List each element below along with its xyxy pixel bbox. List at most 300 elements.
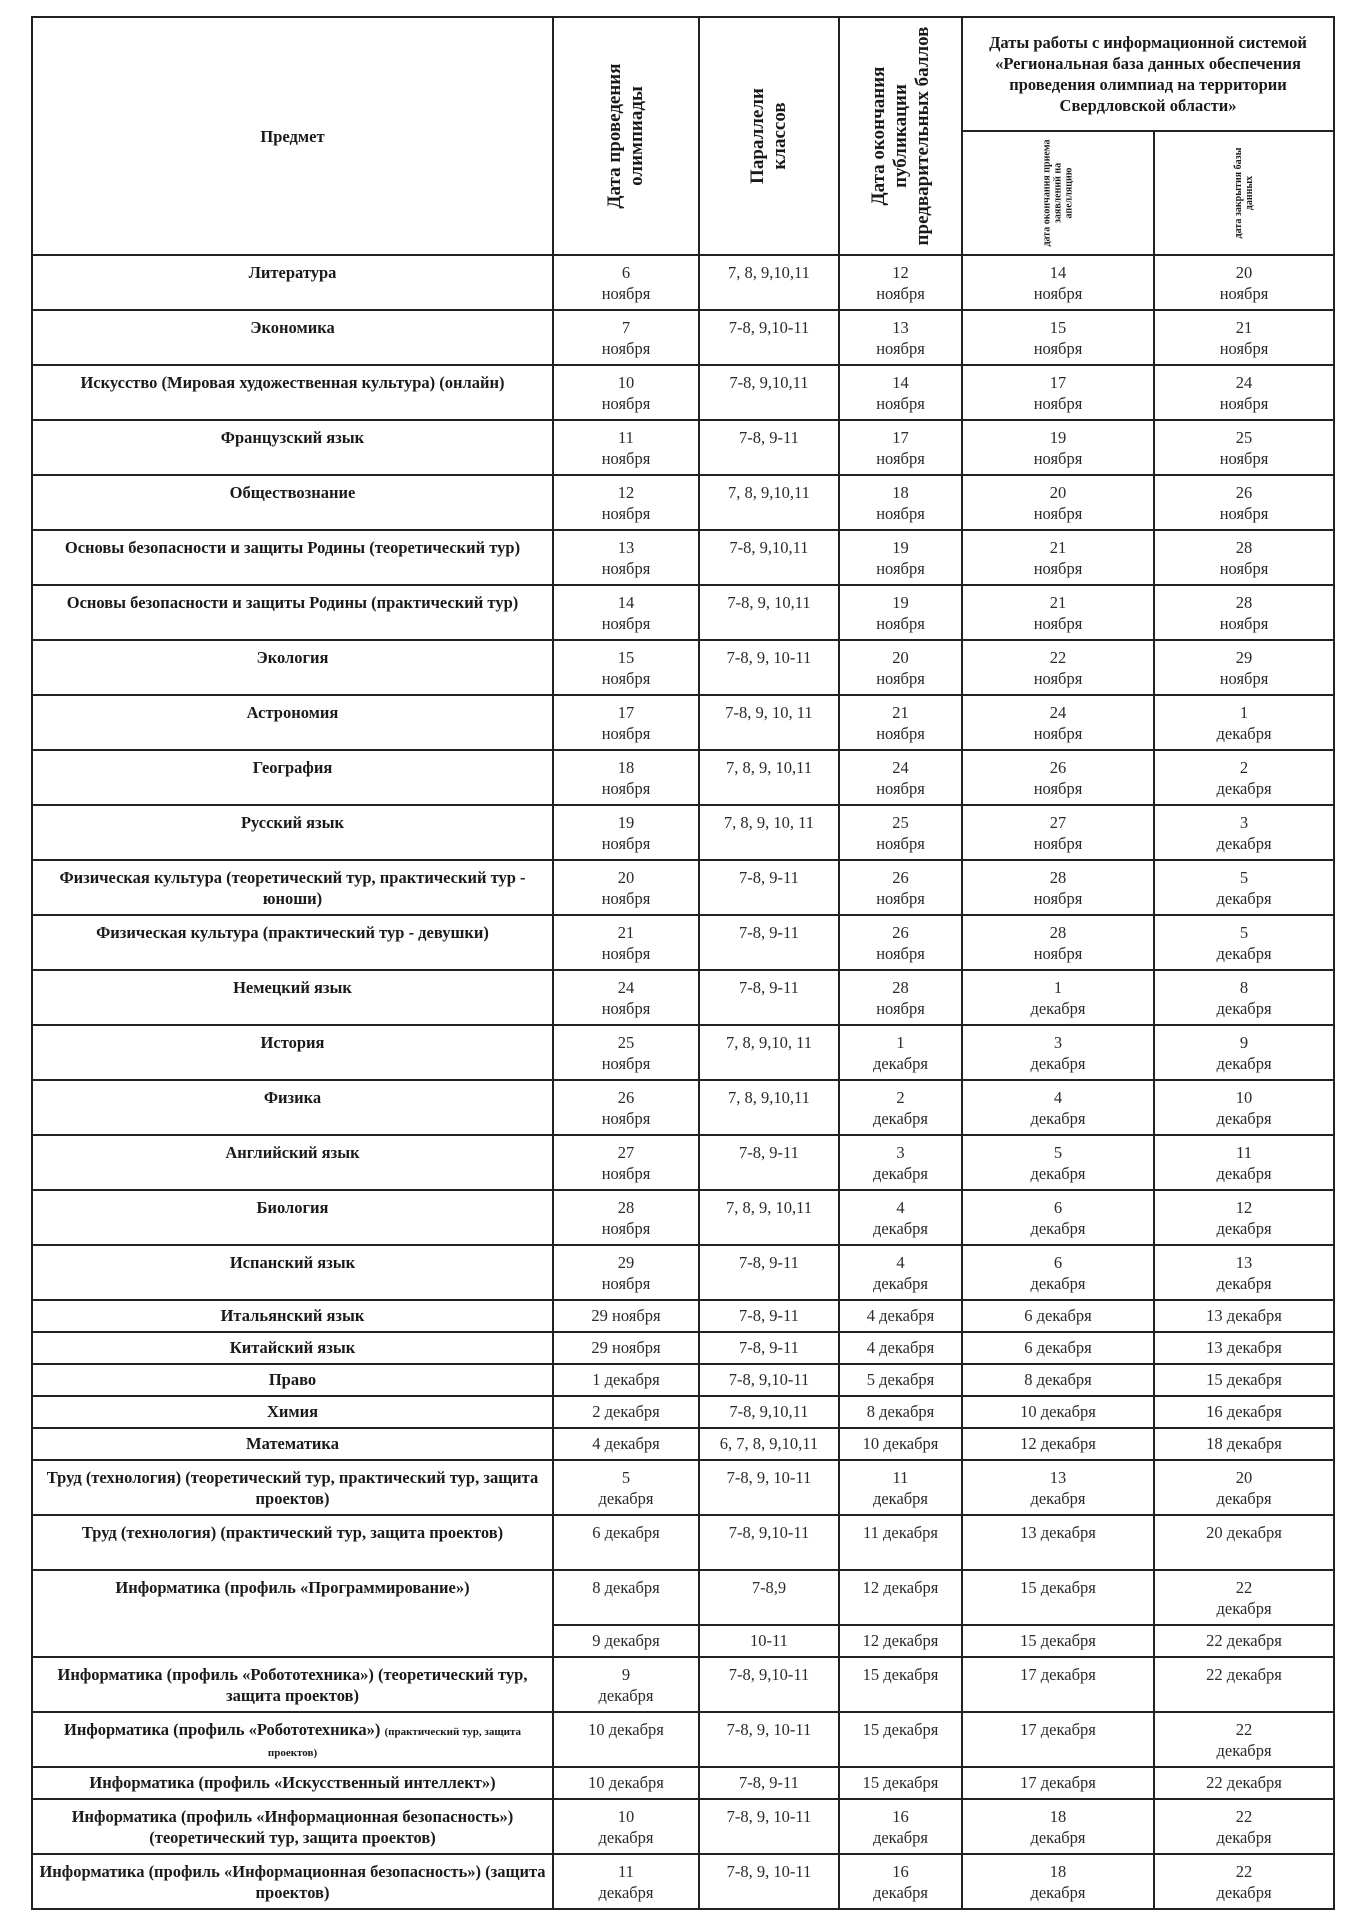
date-month: декабря — [598, 1883, 654, 1902]
appeal-deadline-cell — [962, 1364, 1154, 1396]
subject-cell — [32, 1332, 553, 1364]
subject-note: (практический тур, защита проектов) — [267, 1726, 521, 1759]
appeal-deadline-cell — [962, 860, 1154, 915]
subject-name: Биология — [256, 1198, 329, 1217]
date-value: 18 декабря — [1206, 1434, 1282, 1453]
date-value: 10 декабря — [862, 1434, 939, 1453]
subject-cell — [32, 310, 553, 365]
date-value: 20 декабря — [1206, 1523, 1282, 1542]
classes-value: 7-8, 9-11 — [739, 1773, 799, 1792]
prelim-scores-end-cell — [839, 1428, 962, 1460]
date-month: ноября — [1219, 394, 1269, 413]
classes-value: 6, 7, 8, 9,10,11 — [719, 1434, 819, 1453]
date-month: ноября — [601, 944, 651, 963]
date-value: 28 — [1049, 923, 1067, 942]
date-value: 8 декабря — [866, 1402, 935, 1421]
db-close-cell — [1154, 1625, 1334, 1657]
olympiad-date-cell — [553, 750, 699, 805]
date-month: ноября — [601, 669, 651, 688]
date-value: 2 декабря — [592, 1402, 660, 1421]
date-value: 21 — [892, 703, 909, 722]
date-month: ноября — [1219, 449, 1269, 468]
subject-cell — [32, 1428, 553, 1460]
date-value: 13 декабря — [1206, 1338, 1282, 1357]
classes-value: 7-8, 9, 10, 11 — [725, 703, 813, 722]
db-close-cell — [1154, 1799, 1334, 1854]
date-month: декабря — [872, 1489, 929, 1508]
olympiad-date-cell — [553, 1300, 699, 1332]
classes-value: 7, 8, 9,10,11 — [728, 1088, 810, 1107]
db-close-cell — [1154, 1190, 1334, 1245]
appeal-deadline-cell — [962, 1799, 1154, 1854]
date-month: ноября — [601, 559, 651, 578]
subject-name: Информатика (профиль «Робототехника») (теоретический тур, защита проектов) — [57, 1665, 528, 1705]
db-close-cell — [1154, 1025, 1334, 1080]
olympiad-date-cell — [553, 475, 699, 530]
date-month: ноября — [601, 339, 651, 358]
table-row — [32, 1135, 1334, 1190]
subject-name: Труд (технология) (практический тур, защита проектов) — [81, 1523, 504, 1542]
table-row — [32, 420, 1334, 475]
db-close-cell — [1154, 915, 1334, 970]
date-month: декабря — [872, 1109, 929, 1128]
db-close-cell — [1154, 1396, 1334, 1428]
classes-value: 7, 8, 9, 10, 11 — [723, 813, 815, 832]
date-value: 13 — [617, 538, 635, 557]
olympiad-date-cell — [553, 530, 699, 585]
date-month: декабря — [1030, 1274, 1086, 1293]
olympiad-date-cell — [553, 1428, 699, 1460]
date-month: декабря — [1216, 1828, 1272, 1847]
table-row — [32, 1460, 1334, 1515]
date-month: декабря — [1216, 1883, 1272, 1902]
olympiad-date-cell — [553, 805, 699, 860]
date-value: 22 — [1049, 648, 1067, 667]
date-month: ноября — [601, 449, 651, 468]
subject-name: Информатика (профиль «Робототехника») — [63, 1720, 381, 1739]
prelim-scores-end-cell — [839, 1300, 962, 1332]
table-row — [32, 1245, 1334, 1300]
classes-value: 7-8, 9, 10-11 — [726, 1862, 812, 1881]
subject-name: Литература — [248, 263, 337, 282]
date-month: ноября — [1033, 614, 1083, 633]
date-month: декабря — [1030, 1164, 1086, 1183]
db-close-cell — [1154, 970, 1334, 1025]
date-value: 19 — [892, 538, 909, 557]
date-month: ноября — [1219, 614, 1269, 633]
subject-name: Обществознание — [229, 483, 356, 502]
date-value: 26 — [892, 923, 909, 942]
table-row — [32, 640, 1334, 695]
db-close-cell — [1154, 1570, 1334, 1625]
date-value: 17 декабря — [1020, 1720, 1096, 1739]
date-value: 15 декабря — [1020, 1578, 1096, 1597]
date-value: 10 декабря — [588, 1773, 664, 1792]
table-row — [32, 475, 1334, 530]
date-value: 25 — [617, 1033, 635, 1052]
prelim-scores-end-cell — [839, 365, 962, 420]
olympiad-date-cell — [553, 420, 699, 475]
class-parallels-cell — [699, 1799, 839, 1854]
subject-cell — [32, 1396, 553, 1428]
olympiad-date-cell — [553, 1364, 699, 1396]
appeal-deadline-cell — [962, 915, 1154, 970]
prelim-scores-end-cell — [839, 1332, 962, 1364]
olympiad-date-cell — [553, 1854, 699, 1909]
subject-name: Химия — [266, 1402, 319, 1421]
appeal-deadline-cell — [962, 640, 1154, 695]
date-month: ноября — [601, 889, 651, 908]
prelim-scores-end-cell — [839, 1190, 962, 1245]
prelim-scores-end-cell — [839, 1712, 962, 1767]
table-row — [32, 1396, 1334, 1428]
date-month: ноября — [876, 394, 925, 413]
subject-cell — [32, 1657, 553, 1712]
date-value: 11 — [892, 1468, 909, 1487]
date-month: ноября — [601, 834, 651, 853]
header-system-group: Даты работы с информационной системой «Региональная база данных обеспечения проведения олимпиад на территории Свердловской области» — [962, 17, 1334, 131]
olympiad-date-cell — [553, 1245, 699, 1300]
classes-value: 7, 8, 9,10,11 — [728, 483, 810, 502]
subject-name: Французский язык — [220, 428, 365, 447]
date-month: ноября — [601, 1274, 651, 1293]
date-month: декабря — [872, 1883, 929, 1902]
date-value: 15 декабря — [862, 1773, 939, 1792]
date-value: 17 — [892, 428, 909, 447]
prelim-scores-end-cell — [839, 1025, 962, 1080]
classes-value: 7-8, 9,10,11 — [729, 538, 809, 557]
subject-name: География — [252, 758, 333, 777]
date-value: 13 — [892, 318, 909, 337]
appeal-deadline-cell — [962, 1135, 1154, 1190]
date-value: 14 — [1049, 263, 1067, 282]
classes-value: 7-8, 9, 10-11 — [726, 1807, 812, 1826]
subject-cell — [32, 750, 553, 805]
appeal-deadline-cell — [962, 1657, 1154, 1712]
date-month: декабря — [1216, 944, 1272, 963]
date-value: 18 — [892, 483, 909, 502]
table-row — [32, 1190, 1334, 1245]
olympiad-date-cell — [553, 1657, 699, 1712]
olympiad-date-cell — [553, 1332, 699, 1364]
date-month: декабря — [598, 1489, 654, 1508]
subject-cell — [32, 1799, 553, 1854]
table-row — [32, 1799, 1334, 1854]
subject-cell — [32, 365, 553, 420]
subject-cell — [32, 1767, 553, 1799]
prelim-scores-end-cell — [839, 1364, 962, 1396]
date-value: 1 — [1053, 978, 1063, 997]
date-value: 15 декабря — [1020, 1631, 1096, 1650]
date-value: 14 — [892, 373, 909, 392]
prelim-scores-end-cell — [839, 585, 962, 640]
olympiad-date-cell — [553, 365, 699, 420]
date-month: ноября — [876, 669, 925, 688]
date-value: 24 — [1049, 703, 1067, 722]
subject-name: Физика — [263, 1088, 322, 1107]
date-month: ноября — [1033, 504, 1083, 523]
appeal-deadline-cell — [962, 805, 1154, 860]
date-month: ноября — [1219, 504, 1269, 523]
classes-value: 7-8, 9-11 — [739, 1306, 799, 1325]
subject-name: Право — [268, 1370, 317, 1389]
date-value: 29 ноября — [591, 1306, 661, 1325]
prelim-scores-end-cell — [839, 1657, 962, 1712]
date-month: ноября — [1033, 394, 1083, 413]
date-value: 18 — [617, 758, 635, 777]
date-month: ноября — [1033, 889, 1083, 908]
date-value: 22 — [1235, 1862, 1253, 1881]
class-parallels-cell — [699, 1515, 839, 1570]
class-parallels-cell — [699, 1396, 839, 1428]
subject-name: Труд (технология) (теоретический тур, практический тур, защита проектов) — [46, 1468, 539, 1508]
table-row — [32, 1767, 1334, 1799]
date-month: декабря — [872, 1828, 929, 1847]
olympiad-schedule-table — [31, 16, 1335, 1910]
date-month: ноября — [601, 724, 651, 743]
subject-cell — [32, 915, 553, 970]
prelim-scores-end-cell — [839, 750, 962, 805]
subject-name: Основы безопасности и защиты Родины (теоретический тур) — [64, 538, 521, 557]
date-month: ноября — [601, 779, 651, 798]
subject-cell — [32, 640, 553, 695]
table-row — [32, 1300, 1334, 1332]
prelim-scores-end-cell — [839, 1396, 962, 1428]
date-value: 1 — [896, 1033, 905, 1052]
olympiad-date-cell — [553, 915, 699, 970]
table-body — [32, 255, 1334, 1909]
subject-name: Искусство (Мировая художественная культура) (онлайн) — [80, 373, 505, 392]
date-value: 17 декабря — [1020, 1665, 1096, 1684]
subject-name: Немецкий язык — [233, 978, 352, 997]
subject-cell — [32, 255, 553, 310]
table-row — [32, 695, 1334, 750]
date-month: ноября — [876, 284, 925, 303]
subject-name: Физическая культура (практический тур - девушки) — [96, 923, 489, 942]
subject-cell — [32, 1854, 553, 1909]
db-close-cell — [1154, 1364, 1334, 1396]
date-value: 28 — [1235, 593, 1253, 612]
prelim-scores-end-cell — [839, 695, 962, 750]
class-parallels-cell — [699, 860, 839, 915]
header-prelim-scores-end: Дата окончания публикации предварительных баллов — [839, 17, 962, 255]
class-parallels-cell — [699, 695, 839, 750]
date-value: 4 декабря — [866, 1306, 935, 1325]
prelim-scores-end-cell — [839, 860, 962, 915]
date-month: декабря — [1216, 1054, 1272, 1073]
date-month: ноября — [876, 834, 925, 853]
db-close-cell — [1154, 1515, 1334, 1570]
date-value: 19 — [892, 593, 909, 612]
db-close-cell — [1154, 1300, 1334, 1332]
date-month: ноября — [876, 724, 925, 743]
appeal-deadline-cell — [962, 1515, 1154, 1570]
date-value: 11 — [1236, 1143, 1252, 1162]
olympiad-date-cell — [553, 1396, 699, 1428]
date-month: декабря — [1216, 889, 1272, 908]
date-month: ноября — [601, 394, 651, 413]
db-close-cell — [1154, 640, 1334, 695]
date-value: 10 — [617, 373, 635, 392]
table-row — [32, 1712, 1334, 1767]
date-month: ноября — [601, 999, 651, 1018]
classes-value: 7, 8, 9,10, 11 — [725, 1033, 812, 1052]
table-row — [32, 1025, 1334, 1080]
table-row — [32, 1570, 1334, 1625]
prelim-scores-end-cell — [839, 1854, 962, 1909]
class-parallels-cell — [699, 1428, 839, 1460]
date-month: ноября — [1033, 449, 1083, 468]
classes-value: 7-8, 9,10-11 — [728, 1523, 810, 1542]
appeal-deadline-cell — [962, 1245, 1154, 1300]
table-row — [32, 365, 1334, 420]
db-close-cell — [1154, 805, 1334, 860]
date-month: декабря — [1030, 1054, 1086, 1073]
prelim-scores-end-cell — [839, 915, 962, 970]
olympiad-date-cell — [553, 1190, 699, 1245]
olympiad-date-cell — [553, 640, 699, 695]
date-value: 16 — [892, 1807, 909, 1826]
classes-value: 7-8, 9-11 — [739, 868, 799, 887]
class-parallels-cell — [699, 1570, 839, 1625]
date-value: 22 декабря — [1206, 1773, 1282, 1792]
date-value: 14 — [617, 593, 635, 612]
date-month: ноября — [1033, 834, 1083, 853]
date-value: 3 — [1053, 1033, 1063, 1052]
appeal-deadline-cell — [962, 970, 1154, 1025]
db-close-cell — [1154, 1460, 1334, 1515]
table-row — [32, 585, 1334, 640]
date-value: 11 — [618, 1862, 634, 1881]
appeal-deadline-cell — [962, 1460, 1154, 1515]
prelim-scores-end-cell — [839, 1135, 962, 1190]
date-month: декабря — [1030, 1828, 1086, 1847]
date-month: ноября — [876, 559, 925, 578]
date-month: ноября — [876, 449, 925, 468]
appeal-deadline-cell — [962, 1300, 1154, 1332]
date-value: 9 — [621, 1665, 631, 1684]
class-parallels-cell — [699, 805, 839, 860]
date-value: 10 — [617, 1807, 635, 1826]
date-value: 20 — [617, 868, 635, 887]
date-month: декабря — [598, 1686, 654, 1705]
db-close-cell — [1154, 1657, 1334, 1712]
table-row — [32, 1428, 1334, 1460]
table-row — [32, 310, 1334, 365]
db-close-cell — [1154, 310, 1334, 365]
class-parallels-cell — [699, 1657, 839, 1712]
date-value: 15 декабря — [1206, 1370, 1282, 1389]
subject-name: Информатика (профиль «Информационная безопасность») (теоретический тур, защита проектов) — [71, 1807, 514, 1847]
db-close-cell — [1154, 530, 1334, 585]
date-value: 24 — [1235, 373, 1253, 392]
subject-name: Китайский язык — [229, 1338, 356, 1357]
subject-cell — [32, 1190, 553, 1245]
class-parallels-cell — [699, 1712, 839, 1767]
date-month: ноября — [876, 504, 925, 523]
date-value: 11 декабря — [862, 1523, 939, 1542]
date-month: декабря — [1216, 779, 1272, 798]
date-value: 12 — [892, 263, 909, 282]
table-row — [32, 750, 1334, 805]
date-value: 18 — [1049, 1862, 1067, 1881]
date-value: 28 — [1049, 868, 1067, 887]
date-value: 15 — [1049, 318, 1067, 337]
date-month: декабря — [598, 1828, 654, 1847]
subject-cell — [32, 695, 553, 750]
subject-name: Экология — [256, 648, 329, 667]
date-value: 17 — [1049, 373, 1067, 392]
subject-cell — [32, 1515, 553, 1570]
date-value: 6 декабря — [592, 1523, 660, 1542]
date-value: 4 — [1053, 1088, 1063, 1107]
date-month: ноября — [876, 944, 925, 963]
subject-cell — [32, 805, 553, 860]
date-value: 10 декабря — [1020, 1402, 1096, 1421]
appeal-deadline-cell — [962, 530, 1154, 585]
date-value: 4 декабря — [592, 1434, 660, 1453]
date-value: 21 — [1235, 318, 1253, 337]
prelim-scores-end-cell — [839, 255, 962, 310]
subject-name: Основы безопасности и защиты Родины (практический тур) — [66, 593, 519, 612]
date-month: ноября — [876, 339, 925, 358]
subject-name: Информатика (профиль «Программирование») — [115, 1578, 470, 1597]
date-value: 12 — [617, 483, 635, 502]
classes-value: 10-11 — [750, 1631, 788, 1650]
class-parallels-cell — [699, 420, 839, 475]
appeal-deadline-cell — [962, 750, 1154, 805]
date-month: ноября — [1033, 559, 1083, 578]
date-month: ноября — [876, 614, 925, 633]
date-value: 20 — [1235, 1468, 1253, 1487]
olympiad-date-cell — [553, 1460, 699, 1515]
db-close-cell — [1154, 475, 1334, 530]
date-value: 6 — [1053, 1253, 1063, 1272]
appeal-deadline-cell — [962, 255, 1154, 310]
olympiad-date-cell — [553, 255, 699, 310]
date-month: ноября — [601, 614, 651, 633]
prelim-scores-end-cell — [839, 805, 962, 860]
db-close-cell — [1154, 1767, 1334, 1799]
subject-cell — [32, 1300, 553, 1332]
subject-cell — [32, 1460, 553, 1515]
db-close-cell — [1154, 255, 1334, 310]
date-value: 22 — [1235, 1720, 1253, 1739]
appeal-deadline-cell — [962, 1712, 1154, 1767]
date-value: 1 декабря — [592, 1370, 660, 1389]
db-close-cell — [1154, 1245, 1334, 1300]
class-parallels-cell — [699, 1625, 839, 1657]
class-parallels-cell — [699, 970, 839, 1025]
class-parallels-cell — [699, 1080, 839, 1135]
prelim-scores-end-cell — [839, 1767, 962, 1799]
appeal-deadline-cell — [962, 1332, 1154, 1364]
date-value: 16 декабря — [1206, 1402, 1282, 1421]
db-close-cell — [1154, 420, 1334, 475]
date-value: 6 декабря — [1024, 1338, 1092, 1357]
date-value: 19 — [1049, 428, 1067, 447]
date-value: 26 — [1235, 483, 1253, 502]
db-close-cell — [1154, 365, 1334, 420]
appeal-deadline-cell — [962, 1570, 1154, 1625]
subject-cell — [32, 1245, 553, 1300]
prelim-scores-end-cell — [839, 1515, 962, 1570]
date-value: 5 — [1239, 923, 1249, 942]
date-month: декабря — [1216, 1164, 1272, 1183]
subject-name: История — [260, 1033, 325, 1052]
date-month: декабря — [1216, 999, 1272, 1018]
class-parallels-cell — [699, 255, 839, 310]
